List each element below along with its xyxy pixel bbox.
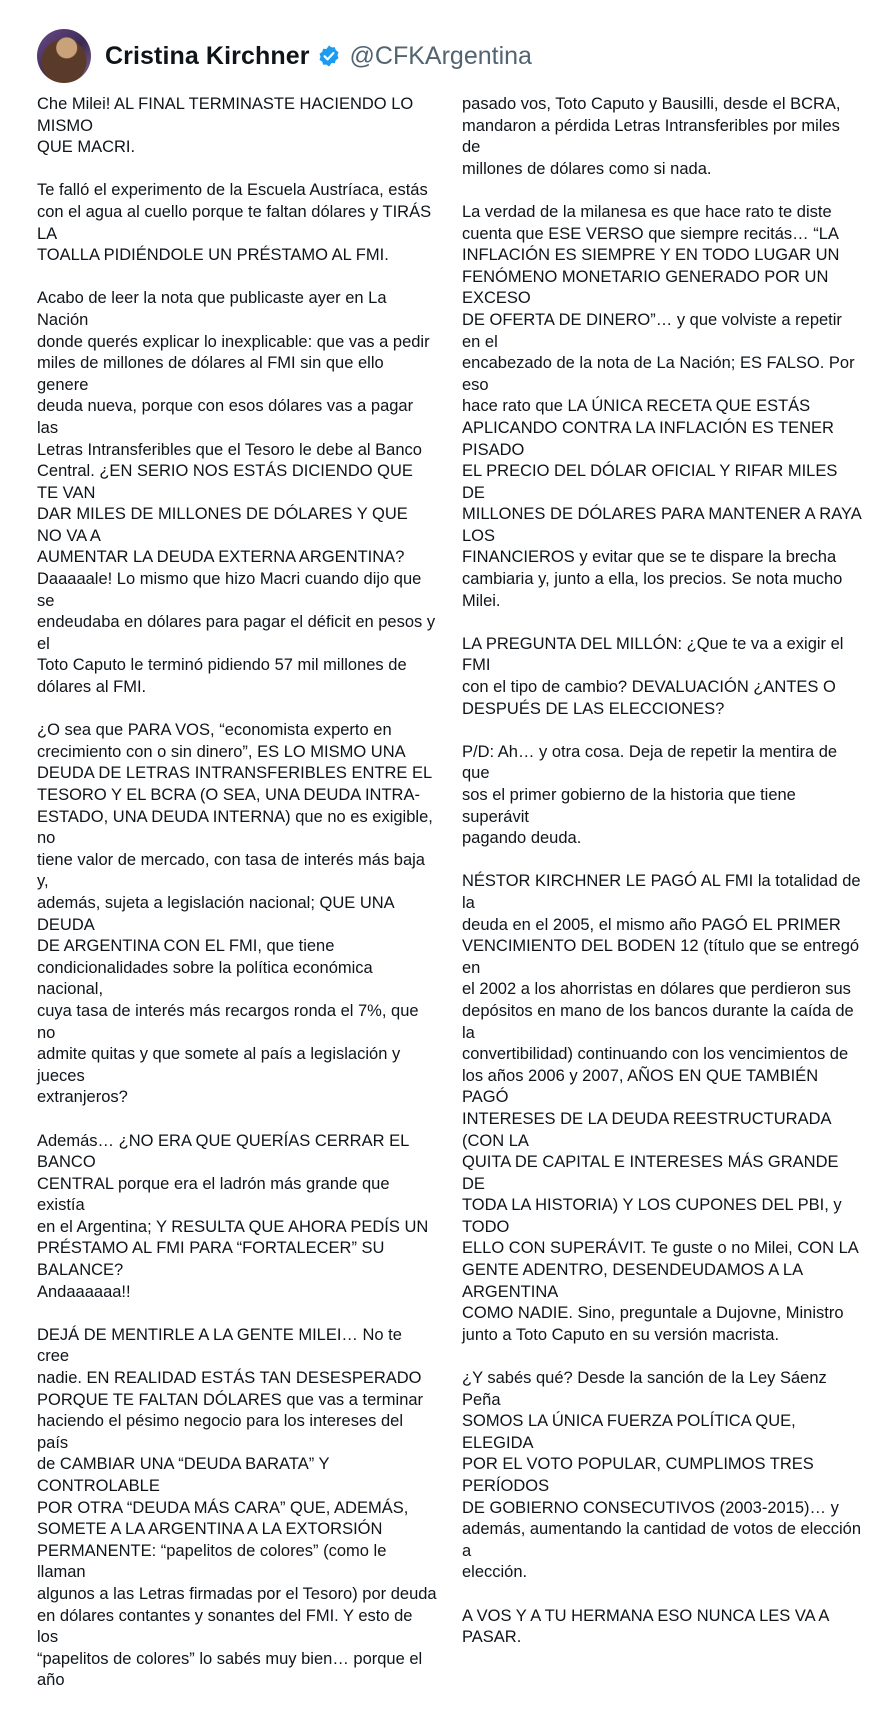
- paragraph: DEJÁ DE MENTIRLE A LA GENTE MILEI… No te cree nadie. EN REALIDAD ESTÁS TAN DESESPERADO PORQUE TE FALTAN DÓLARES que vas a terminar haciendo el pésimo negocio para los intereses del país de CAMBIAR UNA “DEUDA BARATA” Y CONTROLABLE POR OTRA “DEUDA MÁS CARA” QUE, ADEMÁS, SOMETE A LA ARGENTINA A LA EXTORSIÓN PERMANENTE: “papelitos de colores” (como le llaman algunos a las Letras firmadas por el Tesoro) por deuda en dólares contantes y sonantes del FMI. Y esto de los “papelitos de colores” lo sabés muy bien… porque el año: [37, 1325, 437, 1690]
- paragraph: LA PREGUNTA DEL MILLÓN: ¿Que te va a exigir el FMI con el tipo de cambio? DEVALUACIÓN ¿ANTES O DESPUÉS DE LAS ELECCIONES?: [462, 634, 844, 718]
- paragraph: La verdad de la milanesa es que hace rato te diste cuenta que ESE VERSO que siempre recitás… “LA INFLACIÓN ES SIEMPRE Y EN TODO LUGAR UN FENÓMENO MONETARIO GENERADO POR UN EXCESO DE OFERTA DE DINERO”… y que volviste a repetir en el encabezado de la nota de La Nación; ES FALSO. Por eso hace rato que LA ÚNICA RECETA QUE ESTÁS APLICANDO CONTRA LA INFLACIÓN ES TENER PISADO EL PRECIO DEL DÓLAR OFICIAL Y RIFAR MILES DE MILLONES DE DÓLARES PARA MANTENER A RAYA LOS FINANCIEROS y evitar que se te dispare la brecha cambiaria y, junto a ella, los precios. Se nota mucho Milei.: [462, 202, 861, 610]
- paragraph: P/D: Ah… y otra cosa. Deja de repetir la mentira de que sos el primer gobierno de la historia que tiene superávit pagando deuda.: [462, 742, 838, 848]
- paragraph: NÉSTOR KIRCHNER LE PAGÓ AL FMI la totalidad de la deuda en el 2005, el mismo año PAGÓ EL PRIMER VENCIMIENTO DEL BODEN 12 (título que se entregó en el 2002 a los ahorristas en dólares que perdieron sus depósitos en mano de los bancos durante la caída de la convertibilidad) continuando con los vencimientos de los años 2006 y 2007, AÑOS EN QUE TAMBIÉN PAGÓ INTERESES DE LA DEUDA REESTRUCTURADA (CON LA QUITA DE CAPITAL E INTERESES MÁS GRANDE DE TODA LA HISTORIA) Y LOS CUPONES DEL PBI, y TODO ELLO CON SUPERÁVIT. Te guste o no Milei, CON LA GENTE ADENTRO, DESENDEUDAMOS A LA ARGENTINA COMO NADIE. Sino, preguntale a Dujovne, Ministro junto a Toto Caputo en su versión macrista.: [462, 872, 861, 1344]
- paragraph: pasado vos, Toto Caputo y Bausilli, desde el BCRA, mandaron a pérdida Letras Intransferibles por miles de millones de dólares como si nada.: [462, 95, 841, 178]
- paragraph: Además… ¿NO ERA QUE QUERÍAS CERRAR EL BANCO CENTRAL porque era el ladrón más grande que existía en el Argentina; Y RESULTA QUE AHORA PEDÍS UN PRÉSTAMO AL FMI PARA “FORTALECER” SU BALANCE? Andaaaaaa!!: [37, 1131, 429, 1301]
- tweet-header: [37, 26, 532, 86]
- verified-badge-icon: [317, 44, 341, 68]
- left-text-column: [37, 94, 437, 1714]
- paragraph: Te falló el experimento de la Escuela Austríaca, estás con el agua al cuello porque te faltan dólares y TIRÁS LA TOALLA PIDIÉNDOLE UN PRÉSTAMO AL FMI.: [37, 181, 432, 265]
- paragraph: A VOS Y A TU HERMANA ESO NUNCA LES VA A PASAR.: [462, 1606, 829, 1647]
- paragraph: Acabo de leer la nota que publicaste ayer en La Nación donde querés explicar lo inexplicable: que vas a pedir miles de millones de dólares al FMI sin que ello genere deuda nueva, porque con esos dólares vas a pagar las Letras Intransferibles que el Tesoro le debe al Banco Central. ¿EN SERIO NOS ESTÁS DICIENDO QUE TE VAN DAR MILES DE MILLONES DE DÓLARES Y QUE NO VA A AUMENTAR LA DEUDA EXTERNA ARGENTINA? Daaaaale! Lo mismo que hizo Macri cuando dijo que se endeudaba en dólares para pagar el déficit en pesos y el Toto Caputo le terminó pidiendo 57 mil millones de dólares al FMI.: [37, 289, 436, 697]
- paragraph: Che Milei! AL FINAL TERMINASTE HACIENDO LO MISMO QUE MACRI.: [37, 95, 414, 157]
- avatar[interactable]: [37, 29, 91, 83]
- paragraph: ¿O sea que PARA VOS, “economista experto en crecimiento con o sin dinero”, ES LO MISMO UNA DEUDA DE LETRAS INTRANSFERIBLES ENTRE EL TESORO Y EL BCRA (O SEA, UNA DEUDA INTRA- ESTADO, UNA DEUDA INTERNA) que no es exigible, no tiene valor de mercado, con tasa de interés más baja y, además, sujeta a legislación nacional; QUE UNA DEUDA DE ARGENTINA CON EL FMI, que tiene condicionalidades sobre la política económica nacional, cuya tasa de interés más recargos ronda el 7%, que no admite quitas y que somete al país a legislación y jueces extranjeros?: [37, 721, 433, 1107]
- right-text-column: [462, 94, 862, 1670]
- paragraph: ¿Y sabés qué? Desde la sanción de la Ley Sáenz Peña SOMOS LA ÚNICA FUERZA POLÍTICA QUE, ELEGIDA POR EL VOTO POPULAR, CUMPLIMOS TRES PERÍODOS DE GOBIERNO CONSECUTIVOS (2003-2015)… y además, aumentando la cantidad de votos de elección a elección.: [462, 1369, 862, 1582]
- author-handle[interactable]: @CFKArgentina: [349, 41, 532, 70]
- author-name[interactable]: Cristina Kirchner: [105, 41, 310, 70]
